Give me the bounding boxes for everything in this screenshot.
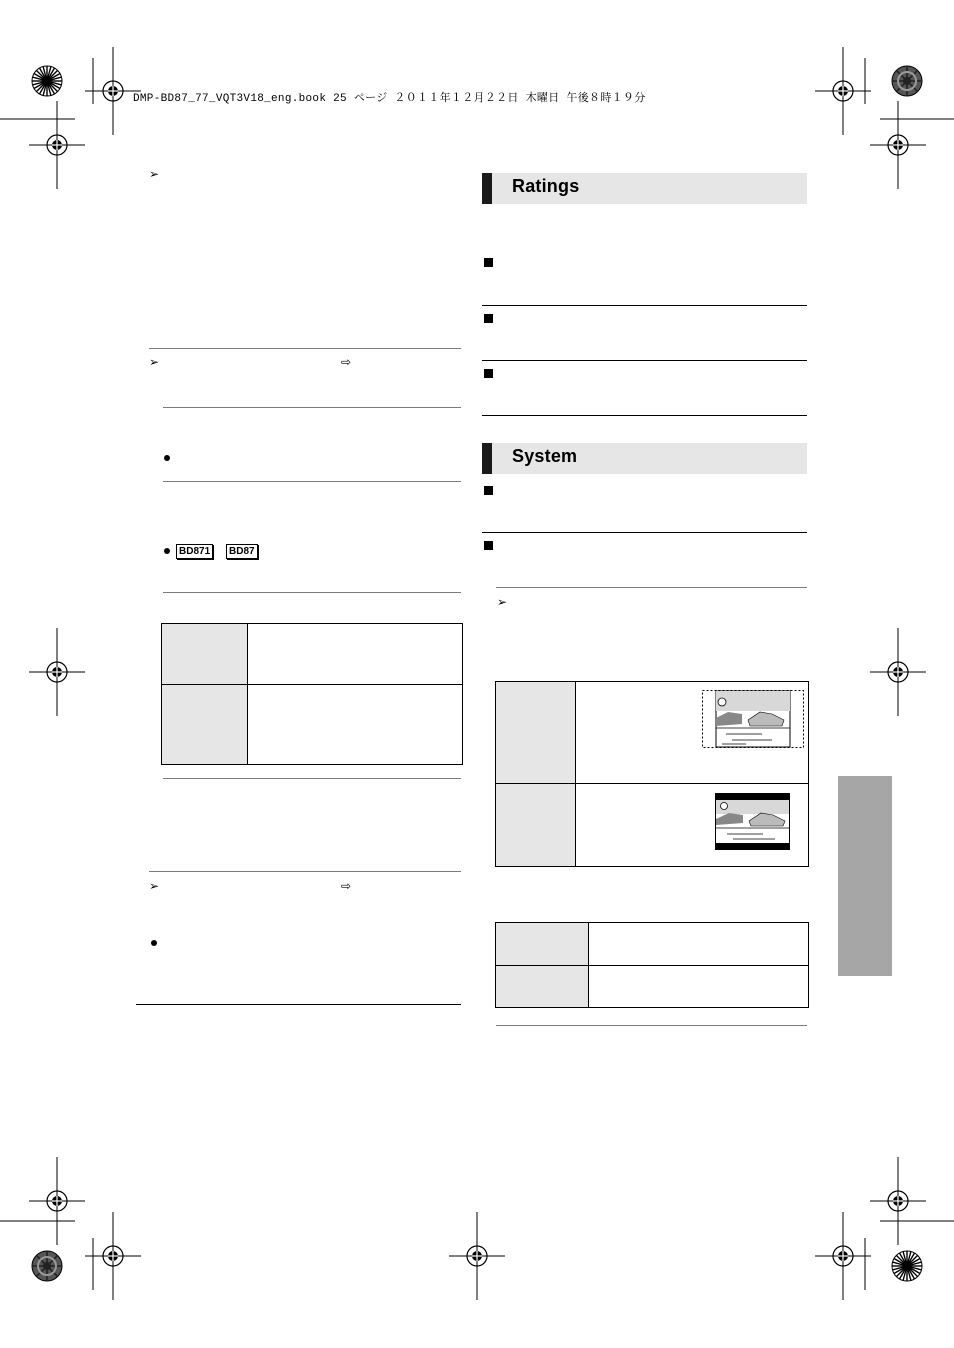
table-row-divider bbox=[162, 684, 462, 685]
table-divider bbox=[575, 682, 576, 866]
section-bar bbox=[482, 443, 492, 474]
model-badge-bd87: BD87 bbox=[226, 544, 258, 559]
table-row-divider bbox=[496, 783, 808, 784]
square-bullet-icon bbox=[484, 258, 493, 267]
table-label-cell bbox=[162, 685, 247, 764]
divider bbox=[149, 871, 461, 872]
section-bar bbox=[482, 173, 492, 204]
divider bbox=[163, 407, 461, 408]
round-bullet-icon bbox=[164, 455, 170, 461]
section-title: Ratings bbox=[512, 176, 580, 196]
column-end-rule bbox=[136, 1004, 461, 1005]
arrow-icon: ⇨ bbox=[341, 355, 352, 369]
divider bbox=[149, 348, 461, 349]
arrow-icon: ⇨ bbox=[341, 879, 352, 893]
divider bbox=[496, 1025, 807, 1026]
divider bbox=[163, 481, 461, 482]
file-info-header: DMP-BD87_77_VQT3V18_eng.book 25 ページ ２０１１年１２月２２日 木曜日 午後８時１９分 bbox=[133, 93, 646, 105]
divider bbox=[163, 778, 461, 779]
table-divider bbox=[247, 624, 248, 764]
square-bullet-icon bbox=[484, 369, 493, 378]
table-label-cell bbox=[496, 966, 588, 1007]
tv-illustration-icon bbox=[715, 793, 790, 850]
square-bullet-icon bbox=[484, 486, 493, 495]
divider bbox=[482, 360, 807, 361]
divider bbox=[163, 592, 461, 593]
divider bbox=[496, 587, 807, 588]
pointer-icon: ➢ bbox=[497, 595, 508, 609]
divider bbox=[482, 532, 807, 533]
round-bullet-icon bbox=[151, 940, 157, 946]
square-bullet-icon bbox=[484, 314, 493, 323]
model-badge-bd871: BD871 bbox=[176, 544, 213, 559]
pointer-icon: ➢ bbox=[149, 355, 160, 369]
square-bullet-icon bbox=[484, 541, 493, 550]
divider bbox=[482, 415, 807, 416]
table-label-cell bbox=[162, 624, 247, 684]
table-label-cell bbox=[496, 682, 575, 783]
chapter-side-tab bbox=[838, 776, 892, 976]
table-row-divider bbox=[496, 965, 808, 966]
section-header-ratings bbox=[482, 173, 807, 204]
tv-illustration-icon bbox=[702, 690, 804, 748]
settings-table bbox=[161, 623, 463, 765]
round-bullet-icon bbox=[164, 548, 170, 554]
output-table bbox=[495, 922, 809, 1008]
table-label-cell bbox=[496, 923, 588, 965]
table-label-cell bbox=[496, 784, 575, 866]
divider bbox=[482, 305, 807, 306]
pointer-icon: ➢ bbox=[149, 167, 160, 181]
pointer-icon: ➢ bbox=[149, 879, 160, 893]
section-title: System bbox=[512, 446, 578, 466]
section-header-system bbox=[482, 443, 807, 474]
